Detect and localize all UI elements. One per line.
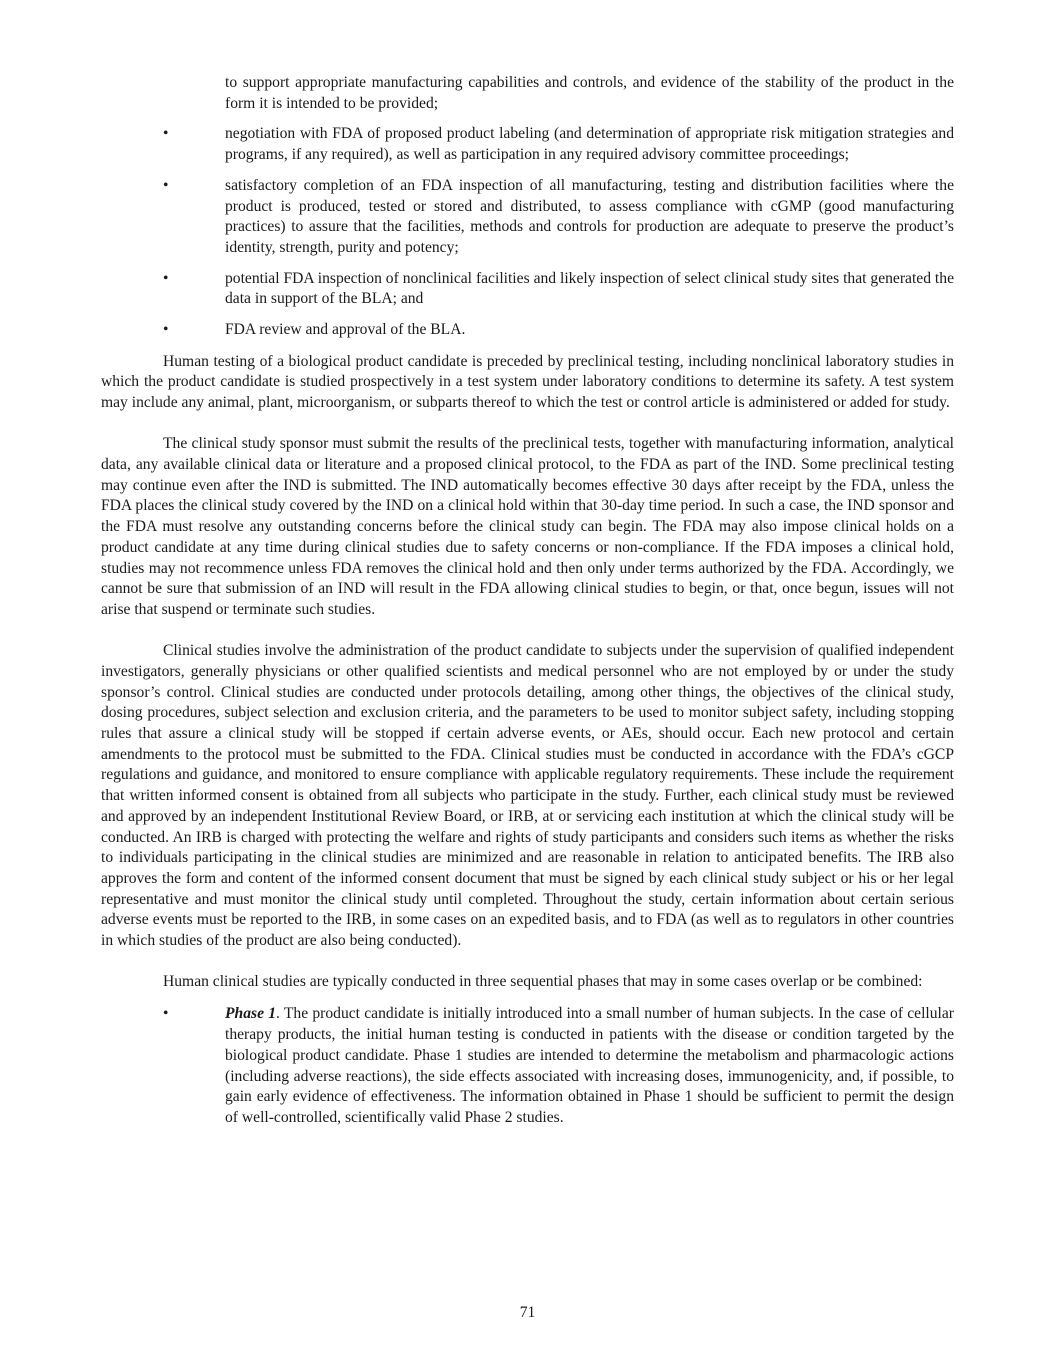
phase-1-text: . The product candidate is initially introduced into a small number of human subjects. In the case of cellular therapy products, the initial human testing is conducted in patients with the disease or condition targeted by the biological product candidate. Phase 1 studies are intended to determine the metabolism and pharmacologic actions (including adverse reactions), the side effects associated with increasing doses, immunogenicity, and, if possible, to gain early evidence of effectiveness. The information obtained in Phase 1 should be sufficient to permit the design of well-controlled, scientifically valid Phase 2 studies.	[225, 1005, 954, 1126]
bullet-marker: •	[163, 176, 169, 194]
bullet-marker: •	[163, 1005, 169, 1023]
list-item	[101, 124, 954, 165]
continuation-text: to support appropriate manufacturing capabilities and controls, and evidence of the stability of the product in the form it is intended to be provided;	[225, 74, 954, 112]
document-page	[101, 73, 954, 1139]
paragraph-clinical-studies: Clinical studies involve the administration of the product candidate to subjects under the supervision of qualified independent investigators, generally physicians or other qualified scientists and medical personnel who are not employed by or under the study sponsor’s control. Clinical studies are conducted under protocols detailing, among other things, the objectives of the clinical study, dosing procedures, subject selection and exclusion criteria, and the parameters to be used to monitor subject safety, including stopping rules that assure a clinical study will be stopped if certain adverse events, or AEs, should occur. Each new protocol and certain amendments to the protocol must be submitted to the FDA. Clinical studies must be conducted in accordance with the FDA’s cGCP regulations and guidance, and monitored to ensure compliance with applicable regulatory requirements. These include the requirement that written informed consent is obtained from all subjects who participate in the study. Further, each clinical study must be reviewed and approved by an independent Institutional Review Board, or IRB, at or servicing each institution at which the clinical study will be conducted. An IRB is charged with protecting the welfare and rights of study participants and considers such items as whether the risks to individuals participating in the clinical studies are minimized and are reasonable in relation to anticipated benefits. The IRB also approves the form and content of the informed consent document that must be signed by each clinical study subject or his or her legal representative and must monitor the clinical study until completed. Throughout the study, certain information about certain serious adverse events must be reported to the IRB, in some cases on an expedited basis, and to FDA (as well as to regulators in other countries in which studies of the product are also being conducted).	[101, 642, 954, 950]
list-item-text: negotiation with FDA of proposed product labeling (and determination of appropriate risk mitigation strategies and programs, if any required), as well as participation in any required advisory committee proceedings;	[225, 125, 954, 164]
list-item	[101, 320, 954, 341]
paragraph-ind: The clinical study sponsor must submit the results of the preclinical tests, together with manufacturing information, analytical data, any available clinical data or literature and a proposed clinical protocol, to the FDA as part of the IND. Some preclinical testing may continue even after the IND is submitted. The IND automatically becomes effective 30 days after receipt by the FDA, unless the FDA places the clinical study covered by the IND on a clinical hold within that 30-day time period. In such a case, the IND sponsor and the FDA must resolve any outstanding concerns before the clinical study can begin. The FDA may also impose clinical holds on a product candidate at any time during clinical studies due to safety concerns or non-compliance. If the FDA imposes a clinical hold, studies may not recommence unless FDA removes the clinical hold and then only under terms authorized by the FDA. Accordingly, we cannot be sure that submission of an IND will result in the FDA allowing clinical studies to begin, or that, once begun, issues will not arise that suspend or terminate such studies.	[101, 435, 954, 618]
bullet-marker: •	[163, 125, 169, 143]
paragraph-preclinical: Human testing of a biological product candidate is preceded by preclinical testing, including nonclinical laboratory studies in which the product candidate is studied prospectively in a test system under laboratory conditions to determine its safety. A test system may include any animal, plant, microorganism, or subparts thereof to which the test or control article is administered or added for study.	[101, 352, 954, 412]
list-item-phase-1	[101, 1004, 954, 1128]
list-item-text: FDA review and approval of the BLA.	[225, 321, 466, 339]
list-item	[101, 176, 954, 259]
paragraph-phases-intro: Human clinical studies are typically conducted in three sequential phases that may in some cases overlap or be combined:	[163, 973, 923, 991]
bullet-marker: •	[163, 269, 169, 287]
page-number: 71	[519, 1304, 536, 1321]
list-item-text: potential FDA inspection of nonclinical facilities and likely inspection of select clinical study sites that generated the data in support of the BLA; and	[225, 269, 954, 308]
list-item	[101, 269, 954, 310]
list-item-text: satisfactory completion of an FDA inspection of all manufacturing, testing and distribution facilities where the product is produced, tested or stored and distributed, to assess compliance with cGMP (good manufacturing practices) to assure that the facilities, methods and controls for production are adequate to preserve the product’s identity, strength, purity and potency;	[225, 176, 954, 256]
phase-1-label: Phase 1	[225, 1005, 277, 1023]
phase-1-description	[225, 1004, 954, 1128]
bullet-marker: •	[163, 321, 169, 339]
